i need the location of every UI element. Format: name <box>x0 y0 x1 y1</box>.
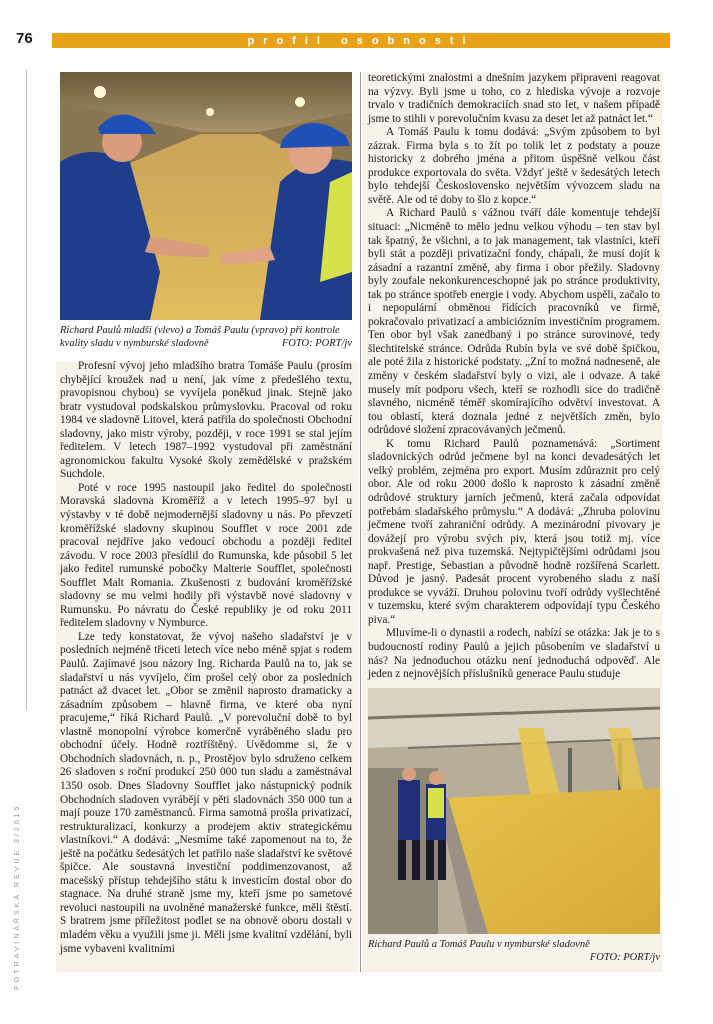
paragraph: Mluvíme-li o dynastii a rodech, nabízí se otázka: Jak je to s budoucností rodiny Paulů a jejich působením ve sladařství u nás? Na jednoduchou otázku není jednoduchá odpověď. Ale jeden z nejnovějších příslušníků generace Paulu studuje <box>368 627 660 681</box>
left-column <box>60 72 352 956</box>
photo1-caption-text: Richard Paulů mladší (vlevo) a Tomáš Paulu (vpravo) při kontrole kvality sladu v nymburské sladovně <box>60 325 340 349</box>
photo2-block <box>368 688 660 964</box>
paragraph: A Tomáš Paulu k tomu dodává: „Svým způsobem to byl zázrak. Firma byla s to žít po tolik let z podstaty a pouze historicky z dobrého jména a přitom úspěšně velkou část produkce exportovala do světa. Vždyť ještě v šedesátých letech bylo tehdejší Československo největším vývozcem sladu na světě. Ale od té doby to šlo z kopce.“ <box>368 126 660 206</box>
photo1-credit: FOTO: PORT/jv <box>281 338 352 349</box>
photo2-credit: FOTO: PORT/jv <box>589 952 660 963</box>
page-number: 76 <box>16 30 33 47</box>
paragraph: A Richard Paulů s vážnou tváří dále komentuje tehdejší situaci: „Nicméně to mělo jednu velkou výhodu – ten stav byl tak špatný, že všichni, a to jak management, tak vlastníci, kteří byli stát a později privatizační fondy, chápali, že musí dojít k zásadní a razantní změně, aby firma i obor přežily. Sladovny byly zoufale nekonkurenceschopné jak po stránce produktivity, tak po stránce spotřeb energie i vody. Abychom uspěli, začalo to i nepopulární obměnou řídících pracovníků ve firmě, pokračovalo privatizací a ambiciózním investičním programem. Ten obor byl však zanedbaný i po stránce surovinové, tedy šlechtitelské stránce. Odrůda Rubín byla ve své době špičkou, ale poté žila z historické podstaty. „Zní to možná nadneseně, ale změny v českém sladařství byly o vizi, ale i odvaze. A také musely mít podporu všech, kteří se rozhodli sice do tradičně slavného, nicméně téměř skomírajícího odvětví investovat. A tou oblastí, která doznala jedné z největších změn, bylo odrůdové složení zpracovávaných ječmenů. <box>368 207 660 437</box>
paragraph: Lze tedy konstatovat, že vývoj našeho sladařství je v posledních nejméně třiceti letech více nebo méně spjat s rodem Paulů. Zajímavé jsou názory Ing. Richarda Paulů na to, jak se sladařství u nás vyvíjelo, čím prošel celý obor za posledních patnáct až dvacet let. „Obor se změnil naprosto dramaticky a zásadním způsobem – hlavně firma, ve které oba nyní pracujeme,“ říká Richard Paulů. „V porevoluční době to byl vlastně monopolní výrobce komerčně vyráběného sladu pro obchodní účely. Hodně roztříštěný. Uvědomme si, že v Obchodních sladovnách, n. p., Prostějov bylo sdruženo celkem 26 sladoven s roční produkcí 250 000 tun sladu a zaměstnával 1350 osob. Dnes Sladovny Soufflet jako nástupnický podnik Obchodních sladoven vyrábějí v pěti sladovnách 350 000 tun a mají pouze 170 zaměstnanců. Firma samotná prošla privatizací, restrukturalizací, konkurzy a prodejem aktiv strategickému vlastníkovi.“ A dodává: „Nesmíme také zapomenout na to, že ještě na počátku šedesátých let patřilo naše sladařství ke světové špičce. Ale soustavná investiční poddimenzovanost, až macešský přístup tehdejšího státu k investicím dostal obor do stagnace. Na druhé straně jsme my, kteří jsme po sametové revoluci nastoupili na uvolněné manažerské funkce, měli štěstí. S bratrem jsme příležitost podlet se na obnově oboru dostali v mladém věku a využili jsme ji. Měli jsme kvalitní vzdělání, byli jsme vybaveni kvalitními <box>60 630 352 955</box>
paragraph: Profesní vývoj jeho mladšího bratra Tomáše Paulu (prosím chybějící kroužek nad u není, jak víme z předešlého textu, pravopisnou chybou) se vyvíjela poněkud jinak. Stejně jako bratr vystudoval podskalskou průmyslovku. Pracoval od roku 1984 ve sladovně Litovel, která patřila do společnosti Obchodní sladovny, jako mistr výroby, později, v roce 1991 se stal jejím ředitelem. V letech 1987–1992 vystudoval při zaměstnání agronomickou fakultu Vysoké školy zemědělské v pražském Suchdole. <box>60 360 352 481</box>
photo-malt-house-image <box>368 688 660 934</box>
paragraph: K tomu Richard Paulů poznamenává: „Sortiment sladovnických odrůd ječmene byl na konci devadesátých let velký problém, zejména pro export. Musím zdůraznit pro celý obor. Ale od roku 2000 došlo k naprosto k zásadní změně odrůdové struktury jarních ječmenů, která začala odpovídat potřebám sladařského průmyslu.“ A dodává: „Zhruba polovinu ječmene tvoří zahraniční odrůdy. A mezinárodní pivovary je dovážejí pro výrobu svých piv, která jsou totiž mj. více prokvašená než piva tuzemská. Nejtypičtějšími odrůdami jsou např. Prestige, Sebastian a původně hodně rozšířená Scarlett. Důvod je jasný. Padesát procent vyrobeného sladu z naší produkce se vyváží. Druhou polovinu tvoří odrůdy vyšlechtěné v tuzemsku, které svým charakterem odpovídají typu Českého piva.“ <box>368 437 660 626</box>
right-column <box>368 72 660 682</box>
right-article-text <box>368 72 660 682</box>
section-header-bar <box>52 33 670 48</box>
side-magazine-label: POTRAVINÁŘSKÁ REVUE 3/2015 <box>14 803 21 990</box>
photo2-caption-text: Richard Paulů a Tomáš Paulu v nymburské sladovně <box>368 939 590 950</box>
column-divider <box>360 72 361 972</box>
photo-malt-inspection <box>60 72 352 320</box>
photo-malt-inspection-image <box>60 72 352 320</box>
side-rule <box>26 70 27 710</box>
photo2-caption <box>368 938 660 964</box>
paragraph: Poté v roce 1995 nastoupil jako ředitel do společnosti Moravská sladovna Kroměříž a v letech 1995–97 byl u výstavby v té době nejmodernější sladovny u nás. Po převzetí kroměřížské sladovny skupinou Soufflet v roce 2001 zde pracoval nejdříve jako vedoucí obchodu a později ředitel závodu. V roce 2003 přesídlil do Rumunska, kde působil 5 let jako ředitel rumunské pobočky Malterie Soufflet, společnosti Soufflet Malt Romania. Zkušenosti z budování kroměřížské sladovny se mu velmi hodily při výstavbě nové sladovny v Rumunsku. Po návratu do České republiky je od roku 2011 ředitelem sladovny v Nymburce. <box>60 481 352 630</box>
photo1-caption <box>60 324 352 350</box>
photo-malt-house <box>368 688 660 934</box>
paragraph: teoretickými znalostmi a dnešním jazykem připraveni reagovat na výzvy. Byli jsme u toho, co z hlediska vývoje a rozvoje trvalo v tradičních demokraciích snad sto let, v našem případě jsme to stihli v porevolučním kvasu za deset let až patnáct let.“ <box>368 72 660 125</box>
left-article-text <box>60 360 352 956</box>
section-title: profil osobnosti <box>247 34 475 47</box>
